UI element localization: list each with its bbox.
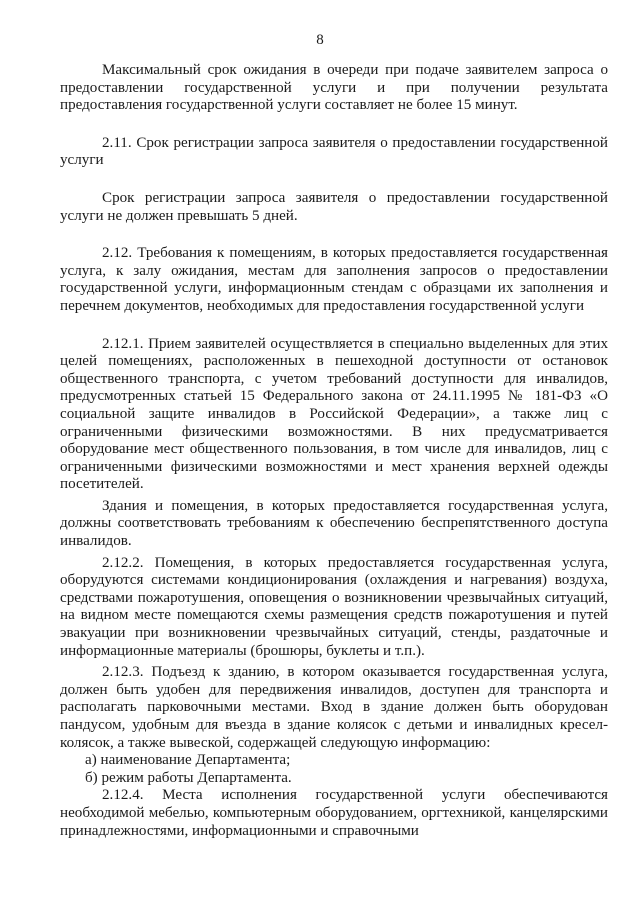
paragraph-2-12-4: 2.12.4. Места исполнения государственной услуги обеспечиваются необходимой мебелью, компьютерным оборудованием, оргтехникой, канцелярскими принадлежностями, информационными и справочными <box>60 787 608 839</box>
paragraph-2-12-3: 2.12.3. Подъезд к зданию, в котором оказывается государственная услуга, должен быть удобен для передвижения инвалидов, доступен для транспорта и располагать парковочными местами. Вход в здание должен быть оборудован пандусом, удобным для въезда в здание колясок с детьми и инвалидных кресел-колясок, а также вывеской, содержащей следующую информацию: <box>60 664 608 751</box>
list-item-b: б) режим работы Департамента. <box>85 769 292 786</box>
section-heading-2-11: 2.11. Срок регистрации запроса заявителя о предоставлении государственной услуги <box>60 134 608 169</box>
paragraph-2-12-1: 2.12.1. Прием заявителей осуществляется в специально выделенных для этих целей помещениях, расположенных в пешеходной доступности от остановок общественного транспорта, с учетом требований доступности для инвалидов, предусмотренных статьей 15 Федерального закона от 24.11.1995 № 181-ФЗ «О социальной защите инвалидов в Российской Федерации», а также лиц с ограниченными физическими возможностями. В них предусматривается оборудование мест общественного пользования, в том числе для инвалидов, лиц с ограниченными физическими возможностями и мест хранения верхней одежды посетителей. <box>60 335 608 493</box>
paragraph-2-12-2: 2.12.2. Помещения, в которых предоставляется государственная услуга, оборудуются системами кондиционирования (охлаждения и нагревания) воздуха, средствами пожаротушения, оповещения о возникновении чрезвычайных ситуаций, на видном месте помещаются схемы размещения средств пожаротушения и путей эвакуации при возникновении чрезвычайных ситуаций, стенды, раздаточные и информационные материалы (брошюры, буклеты и т.п.). <box>60 554 608 659</box>
section-heading-2-12: 2.12. Требования к помещениям, в которых предоставляется государственная услуга, к залу ожидания, местам для заполнения запросов о предоставлении государственной услуги, информационным стендам с образцами их заполнения и перечнем документов, необходимых для предоставления государственной услуги <box>60 245 608 314</box>
paragraph-registration-term: Срок регистрации запроса заявителя о предоставлении государственной услуги не должен превышать 5 дней. <box>60 189 608 224</box>
list-item-a: а) наименование Департамента; <box>85 752 291 769</box>
paragraph-buildings-access: Здания и помещения, в которых предоставляется государственная услуга, должны соответствовать требованиям к обеспечению беспрепятственного доступа инвалидов. <box>60 497 608 550</box>
document-body <box>60 62 608 840</box>
paragraph-queue-wait: Максимальный срок ожидания в очереди при подаче заявителем запроса о предоставлении государственной услуги и при получении результата предоставления государственной услуги составляет не более 15 минут. <box>60 62 608 114</box>
page-number: 8 <box>316 32 324 48</box>
